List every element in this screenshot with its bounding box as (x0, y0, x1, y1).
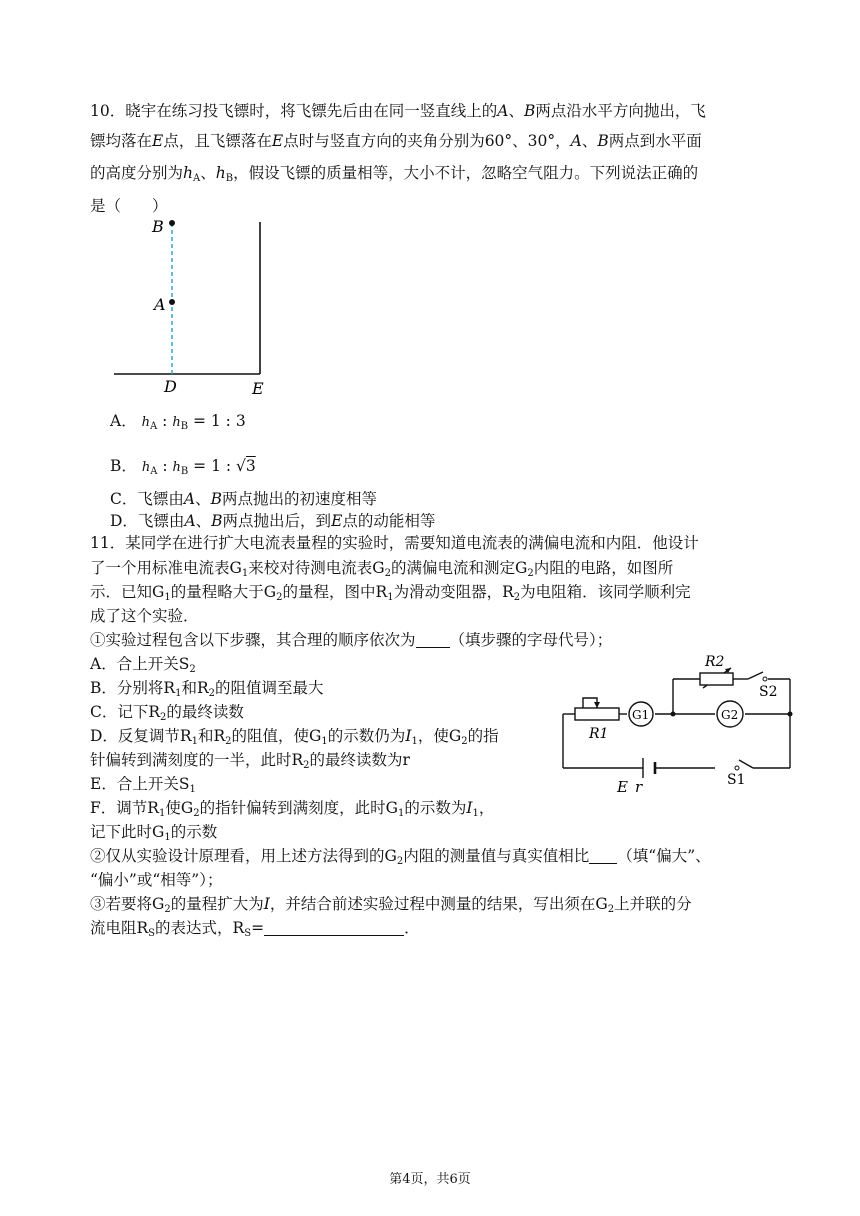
q10-option-c: C．飞镖由A、B两点抛出的初速度相等 (110, 490, 377, 508)
q11-step-c: C．记下$R_2$的最终读数 (90, 703, 244, 723)
q10-figure (100, 210, 280, 400)
point-b (169, 220, 175, 226)
label-d: D (164, 377, 177, 396)
label-g1: G1 (632, 708, 650, 722)
q11-step-f-2: 记下此时$G_1$的示数 (90, 823, 218, 843)
q11-step-intro: ①实验过程包含以下步骤，其合理的顺序依次为 （填步骤的字母代号）； (90, 631, 613, 649)
page-footer: 第4页，共6页 (389, 1172, 471, 1187)
q11-line-2: 了一个用标准电流表$G_1$来校对待测电流表$G_2$的满偏电流和测定$G_2$内阻的电路，如图所 (90, 559, 674, 579)
q10-line-4: 是（ ） (90, 197, 168, 215)
label-g2: G2 (721, 708, 739, 722)
junction-right (788, 712, 793, 717)
q11-line-1: 11．某同学在进行扩大电流表量程的实验时，需要知道电流表的满偏电流和内阻．他设计 (90, 534, 699, 552)
label-r2: R2 (705, 654, 725, 670)
q11-line-4: 成了这个实验． (90, 607, 199, 625)
s1-contact (735, 766, 739, 770)
q10-option-d: D．飞镖由A、B两点抛出后，到E点的动能相等 (110, 512, 436, 530)
q10-line-1: 10．晓宇在练习投飞镖时，将飞镖先后由在同一竖直线上的A、B两点沿水平方向抛出，飞 (90, 102, 706, 120)
q11-part2-line-2: “偏小”或“相等”）； (90, 871, 223, 889)
q11-step-d-2: 针偏转到满刻度的一半，此时$R_2$的最终读数为r (90, 751, 410, 771)
r1-slider-arrow (594, 702, 600, 708)
point-a (169, 299, 175, 305)
q11-step-f-1: F．调节$R_1$使$G_2$的指针偏转到满刻度，此时$G_1$的示数为$I_1$， (90, 799, 495, 819)
q11-part3-line-1: ③若要将$G_2$的量程扩大为I，并结合前述实验过程中测量的结果，写出须在$G_2$上并联的分 (90, 895, 692, 915)
label-e: E (617, 778, 628, 796)
label-b: B (152, 217, 164, 236)
q11-step-b: B．分别将$R_1$和$R_2$的阻值调至最大 (90, 679, 324, 699)
s2-contact (763, 677, 767, 681)
q10-option-b: B． $h_A$ : $h_B = 1$ : √3 (110, 457, 256, 477)
q11-part3-line-2: 流电阻$R_S$的表达式，$R_S=$ ． (90, 919, 420, 939)
label-s2: S2 (759, 684, 778, 700)
q10-line-2: 镖均落在E点，且飞镖落在E点时与竖直方向的夹角分别为60°、30°，A、B两点到水平面 (90, 132, 702, 150)
label-s1: S1 (727, 772, 746, 788)
label-r1: R1 (589, 726, 609, 742)
circuit-diagram (555, 652, 805, 797)
r2-resistor-box (700, 673, 733, 685)
label-r: r (635, 778, 643, 796)
q11-step-a: A．合上开关$S_2$ (90, 655, 196, 675)
r1-resistor (575, 708, 619, 720)
junction-left (671, 712, 676, 717)
q10-option-a: A． $h_A$ : $h_B = 1$ : 3 (110, 412, 246, 432)
label-a: A (154, 295, 166, 314)
q11-step-e: E．合上开关$S_1$ (90, 775, 196, 795)
q11-step-d-1: D．反复调节$R_1$和$R_2$的阻值，使$G_1$的示数仍为$I_1$，使$G_2$的指 (90, 727, 499, 747)
q11-part2-line-1: ②仅从实验设计原理看，用上述方法得到的$G_2$内阻的测量值与真实值相比 （填“偏大”、 (90, 847, 711, 867)
q11-line-3: 示．已知$G_1$的量程略大于$G_2$的量程，图中$R_1$为滑动变阻器，$R_2$为电阻箱．该同学顺利完 (90, 583, 691, 603)
q10-line-3: 的高度分别为$h_A$、$h_B$，假设飞镖的质量相等，大小不计，忽略空气阻力。下列说法正确的 (90, 164, 699, 184)
label-e: E (252, 379, 264, 398)
